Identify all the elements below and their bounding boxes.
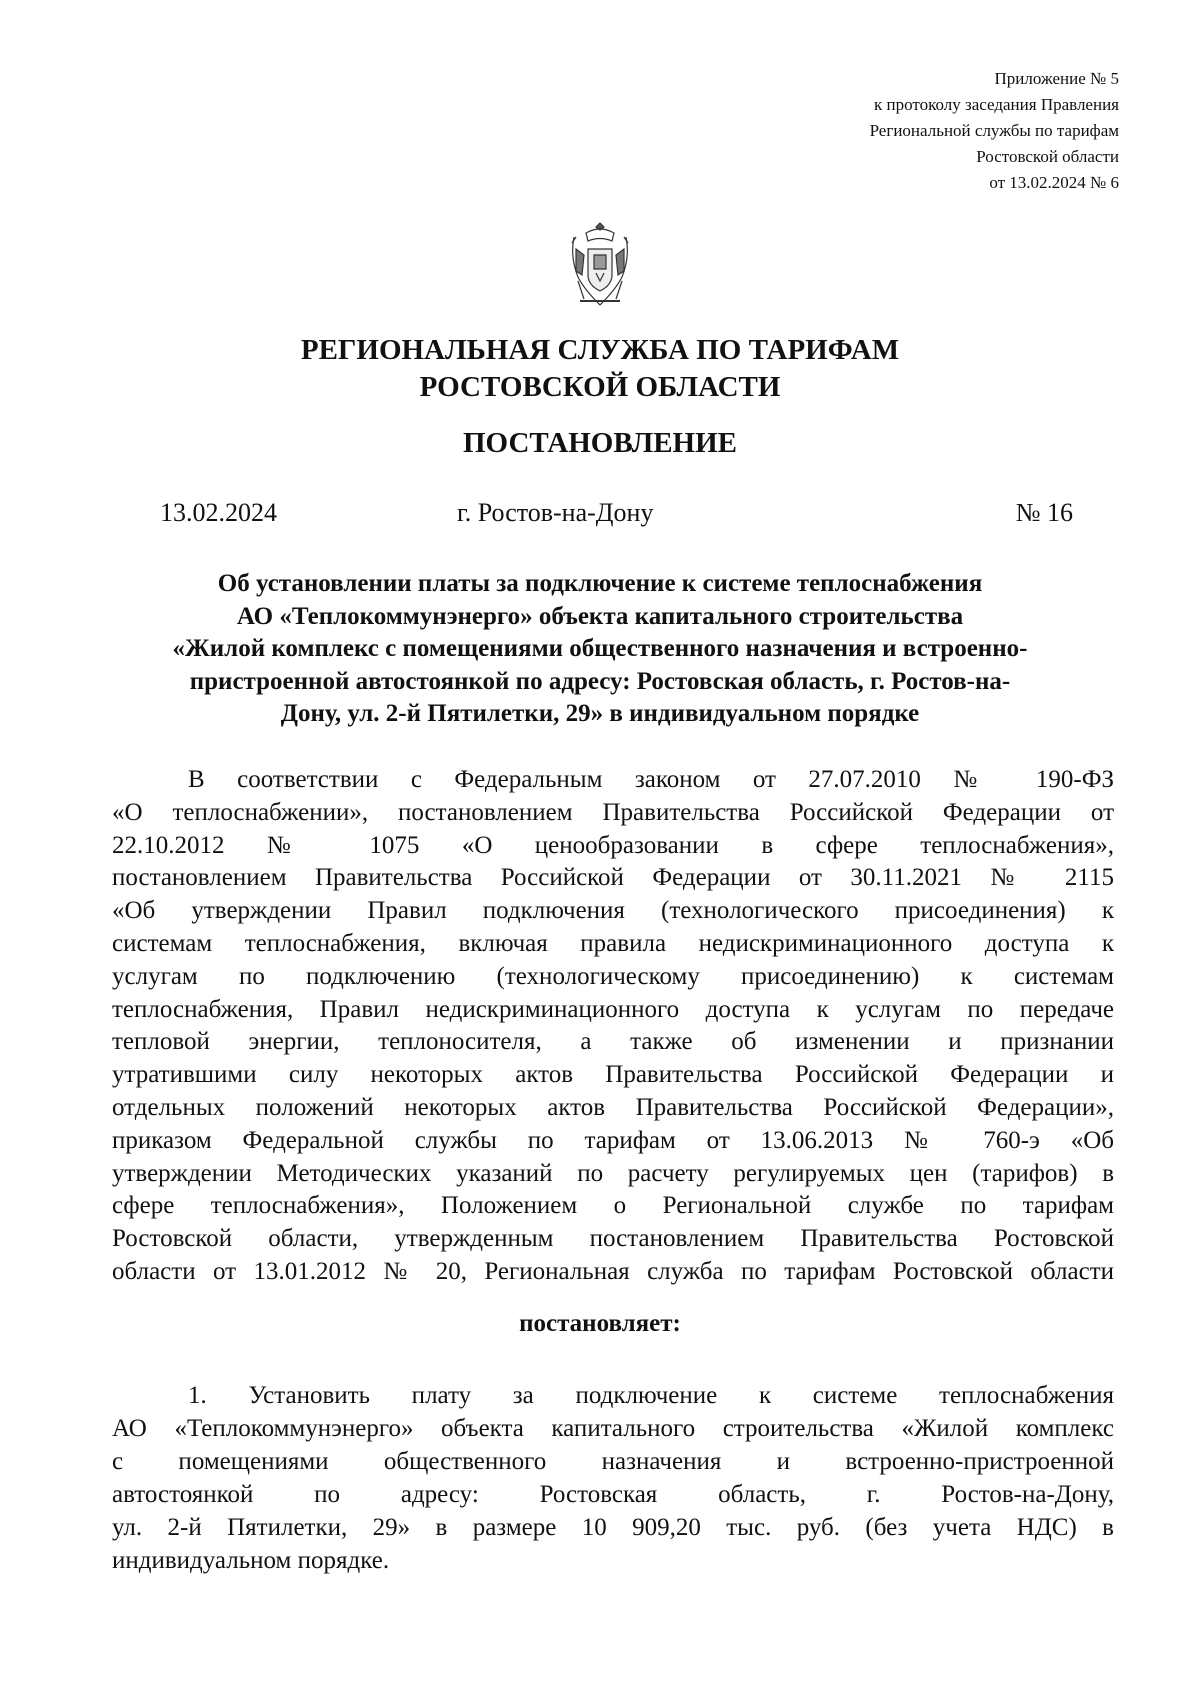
document-subject (100, 568, 1100, 731)
preamble-line: системам теплоснабжения, включая правила недискриминационного доступа к (112, 929, 1114, 957)
preamble-line: 22.10.2012 № 1075 «О ценообразовании в сфере теплоснабжения», (112, 831, 1114, 859)
item-1-line: индивидуальном порядке. (112, 1547, 390, 1574)
item-1-line: АО «Теплокоммунэнерго» объекта капитального строительства «Жилой комплекс (112, 1415, 1114, 1442)
item-1-line: 1. Установить плату за подключение к системе теплоснабжения (188, 1382, 1114, 1409)
document-date: 13.02.2024 (160, 498, 277, 527)
item-1-paragraph (112, 1379, 1114, 1577)
subject-line: пристроенной автостоянкой по адресу: Ростовская область, г. Ростов-на- (189, 667, 1011, 695)
document-number: № 16 (1015, 498, 1073, 527)
preamble-line: отдельных положений некоторых актов Правительства Российской Федерации», (112, 1093, 1114, 1121)
appendix-header (870, 66, 1119, 196)
appendix-line: Региональной службы по тарифам (869, 121, 1119, 140)
appendix-line: от 13.02.2024 № 6 (989, 173, 1119, 192)
preamble-line: услугам по подключению (технологическому присоединению) к системам (112, 962, 1114, 990)
organization-title-line: РОСТОВСКОЙ ОБЛАСТИ (419, 371, 781, 403)
preamble-line: приказом Федеральной службы по тарифам от 13.06.2013 № 760-э «Об (112, 1126, 1114, 1154)
subject-line: «Жилой комплекс с помещениями общественного назначения и встроенно- (172, 635, 1028, 662)
preamble-paragraph (112, 764, 1114, 1289)
preamble-line: утверждении Методических указаний по расчету регулируемых цен (тарифов) в (112, 1159, 1114, 1187)
document-city: г. Ростов-на-Дону (457, 498, 654, 527)
preamble-line: утратившими силу некоторых актов Правительства Российской Федерации и (112, 1061, 1114, 1089)
preamble-line: постановлением Правительства Российской Федерации от 30.11.2021 № 2115 (112, 864, 1114, 892)
preamble-line: области от 13.01.2012 № 20, Региональная служба по тарифам Ростовской области (112, 1257, 1114, 1285)
subject-line: Дону, ул. 2-й Пятилетки, 29» в индивидуальном порядке (280, 700, 920, 727)
subject-line: Об установлении платы за подключение к системе теплоснабжения (217, 570, 983, 597)
item-1-line: с помещениями общественного назначения и встроенно-пристроенной (112, 1448, 1114, 1475)
preamble-line: В соответствии с Федеральным законом от 27.07.2010 № 190-ФЗ (188, 766, 1114, 793)
appendix-line: Ростовской области (976, 147, 1119, 166)
item-1-line: автостоянкой по адресу: Ростовская область, г. Ростов-на-Дону, (112, 1481, 1114, 1508)
organization-title-line: РЕГИОНАЛЬНАЯ СЛУЖБА ПО ТАРИФАМ (300, 334, 900, 366)
organization-title (0, 332, 1200, 406)
appendix-line: Приложение № 5 (994, 69, 1119, 88)
preamble-line: сфере теплоснабжения», Положением о Региональной службе по тарифам (112, 1192, 1114, 1220)
document-type: ПОСТАНОВЛЕНИЕ (462, 427, 737, 459)
coat-of-arms-icon (566, 219, 634, 311)
decides-heading: постановляет: (519, 1310, 681, 1337)
preamble-line: «О теплоснабжении», постановлением Правительства Российской Федерации от (112, 798, 1114, 826)
preamble-line: Ростовской области, утвержденным постановлением Правительства Ростовской (112, 1225, 1114, 1253)
preamble-line: тепловой энергии, теплоносителя, а также об изменении и признании (112, 1028, 1114, 1056)
item-1-line: ул. 2-й Пятилетки, 29» в размере 10 909,20 тыс. руб. (без учета НДС) в (112, 1514, 1114, 1541)
appendix-line: к протоколу заседания Правления (874, 95, 1119, 114)
preamble-line: теплоснабжения, Правил недискриминационного доступа к услугам по передаче (112, 995, 1114, 1023)
subject-line: АО «Теплокоммунэнерго» объекта капитального строительства (236, 602, 964, 630)
preamble-line: «Об утверждении Правил подключения (технологического присоединения) к (112, 897, 1114, 925)
